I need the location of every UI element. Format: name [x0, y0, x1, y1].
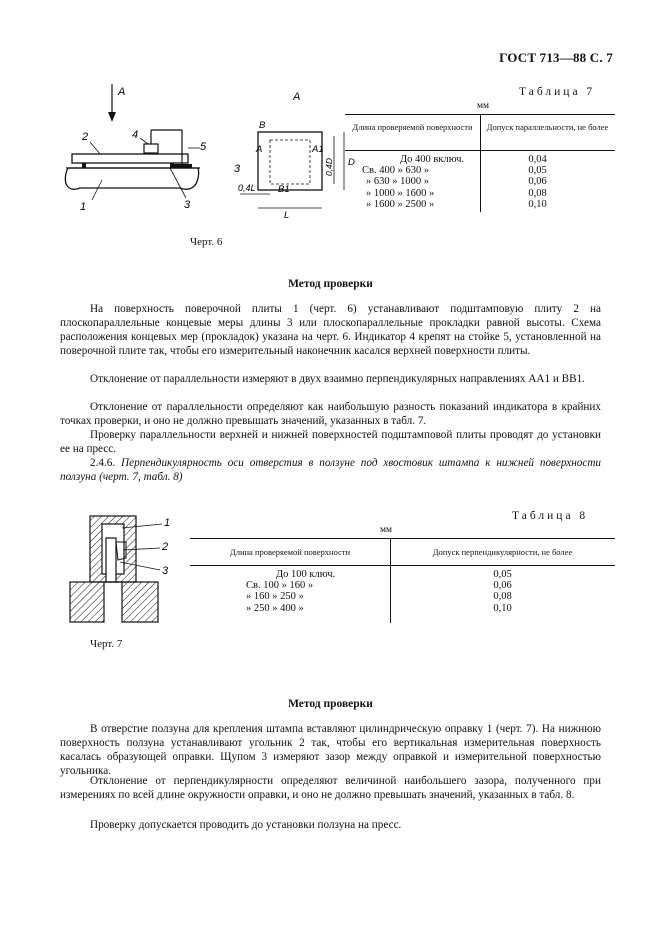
table-row: » 250 » 400 »	[246, 602, 304, 614]
table-7-unit: мм	[477, 101, 490, 111]
label-a-inner: A	[256, 144, 263, 155]
table-cell: 0,08	[528, 187, 547, 199]
label-04d: 0,4D	[324, 158, 334, 176]
figure-6-drawing	[60, 80, 360, 230]
section-1-paragraph-3: Отклонение от параллельности определяют как наибольшую разность показаний индикатора в крайних точках проверки, и оно не должно превышать значений, указанных в табл. 7.	[60, 401, 601, 427]
label-b1: B1	[278, 184, 290, 195]
table-7-range-col	[362, 154, 474, 210]
table-8-range-col	[246, 569, 386, 614]
label-d: D	[348, 157, 355, 168]
clause-number: 2.4.6.	[90, 457, 116, 469]
label-04l: 0,4L	[238, 183, 256, 193]
clause-text: Перпендикулярность оси отверстия в ползуне под хвостовик штампа к нижней поверхности ползуна (черт. 7, табл. 8)	[60, 457, 601, 483]
table-row: Св. 400 » 630 »	[362, 165, 430, 177]
figure-7-drawing	[60, 508, 190, 638]
table-8-header-rule	[190, 565, 615, 566]
label-4: 4	[132, 129, 139, 141]
section-1-paragraph-4: Проверку параллельности верхней и нижней поверхностей подштамповой плиты проводят до установки ее на пресс.	[60, 429, 601, 455]
table-row: » 1000 » 1600 »	[366, 187, 435, 199]
label-3-view: 3	[234, 163, 241, 175]
table-row: Св. 100 » 160 »	[246, 580, 314, 592]
fig7-label-1: 1	[164, 517, 171, 529]
figure-7-caption: Черт. 7	[90, 638, 123, 650]
table-row: » 1600 » 2500 »	[366, 198, 435, 210]
label-5: 5	[200, 141, 207, 153]
table-8-col2: Допуск перпендикулярности, не более	[432, 547, 573, 557]
table-7-value-col	[480, 154, 595, 210]
fig7-label-2: 2	[162, 541, 169, 553]
table-row: » 630 » 1000 »	[366, 176, 429, 188]
table-8-col1: Длина проверяемой поверхности	[229, 547, 351, 557]
table-row: До 400 включ.	[400, 154, 465, 165]
table-cell: 0,10	[528, 198, 547, 210]
table-7-caption: Таблица 7	[519, 86, 596, 98]
table-8-unit: мм	[380, 525, 393, 535]
table-row: » 160 » 250 »	[246, 591, 304, 603]
label-a-arrow: A	[118, 86, 126, 98]
table-cell: 0,10	[493, 602, 512, 614]
label-a-view: A	[293, 91, 301, 103]
table-cell: 0,06	[528, 176, 547, 188]
figure-6-caption: Черт. 6	[190, 236, 223, 248]
table-cell: 0,06	[493, 580, 512, 592]
section-2-paragraph-1: В отверстие ползуна для крепления штампа вставляют цилиндрическую оправку 1 (черт. 7). На нижнюю поверхность ползуна устанавливают угольник 2 так, чтобы его вертикальная измерительная поверхность касалась образующей оправки. Щупом 3 измеряют зазор между оправкой и измерительной поверхностью угольника.	[60, 723, 601, 777]
table-row: До 100 ключ.	[276, 569, 336, 580]
table-cell: 0,08	[493, 591, 512, 603]
table-cell: 0,04	[528, 154, 547, 165]
section-2-paragraph-2: Отклонение от перпендикулярности определяют величиной наибольшего зазора, полученного при измерениях по всей длине окружности оправки, и оно не должно превышать значений, указанных в табл. 8.	[60, 775, 601, 801]
table-7-col1: Длина проверяемой поверхности	[352, 122, 473, 132]
section-1-paragraph-1: На поверхность поверочной плиты 1 (черт. 6) устанавливают подштамповую плиту 2 на плоскопараллельные концевые меры длины 3 или плоскопараллельные прокладки равной высоты. Схема расположения концевых мер (прокладок) указана на черт. 6. Индикатор 4 крепят на стойке 5, установленной на поверочной плите так, чтобы его измерительный наконечник касался верхней поверхности плиты.	[60, 303, 601, 357]
table-7-col2: Допуск параллельности, не более	[486, 122, 609, 132]
label-a1: A1	[312, 144, 324, 155]
table-cell: 0,05	[493, 569, 512, 580]
page-header: ГОСТ 713—88 С. 7	[499, 50, 613, 65]
table-cell: 0,05	[528, 165, 547, 177]
label-b: B	[259, 120, 266, 131]
section-1-paragraph-2: Отклонение от параллельности измеряют в двух взаимно перпендикулярных направлениях AA1 и BB1.	[90, 373, 585, 385]
label-3: 3	[184, 199, 191, 211]
section-2-paragraph-3: Проверку допускается проводить до установки ползуна на пресс.	[90, 819, 402, 831]
table-8-value-col	[390, 569, 615, 614]
fig7-label-3: 3	[162, 565, 169, 577]
table-8-top-rule	[190, 538, 615, 539]
label-2: 2	[82, 131, 89, 143]
section-1-heading: Метод проверки	[288, 278, 373, 290]
section-1-paragraph-5	[60, 456, 601, 484]
table-8-caption: Таблица 8	[512, 510, 589, 522]
label-l: L	[284, 210, 290, 221]
label-1: 1	[80, 201, 87, 213]
section-2-heading: Метод проверки	[288, 698, 373, 710]
